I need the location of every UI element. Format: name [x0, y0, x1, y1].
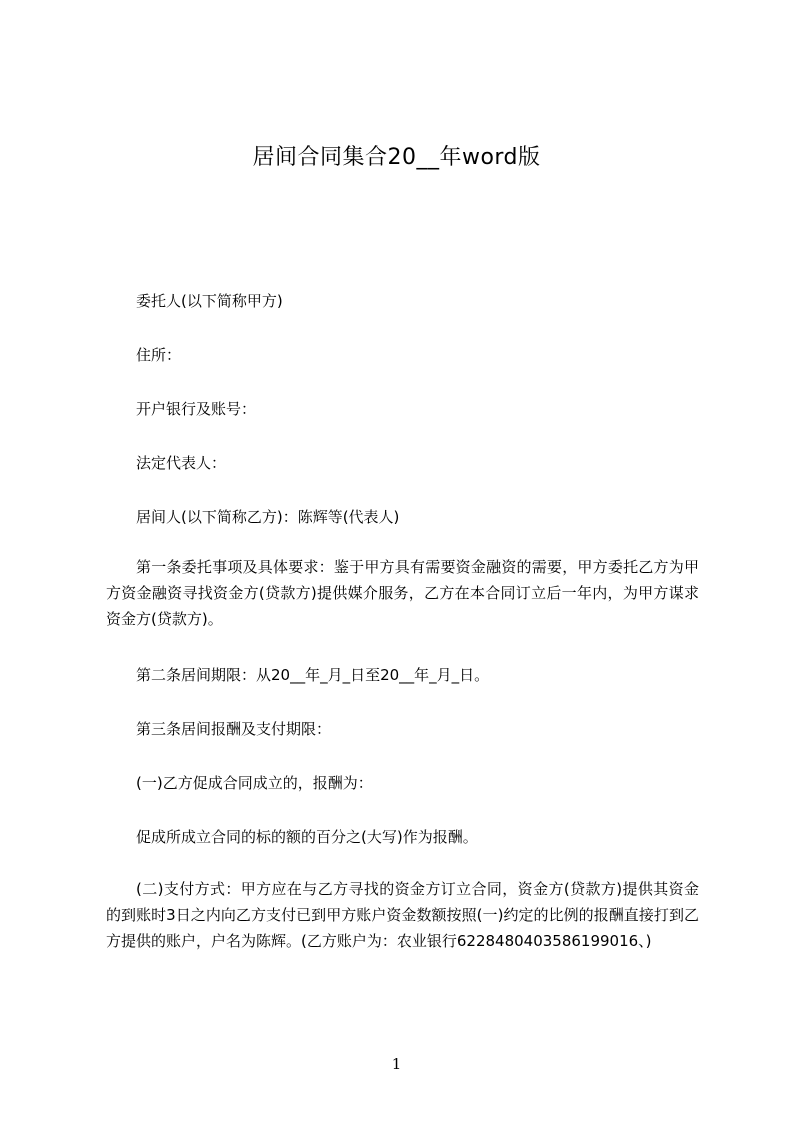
paragraph-bank-account: 开户银行及账号：	[136, 400, 257, 418]
paragraph-legal-representative: 法定代表人：	[136, 454, 227, 472]
document-title: 居间合同集合20__年word版	[252, 145, 541, 170]
page-number: 1	[391, 1055, 402, 1073]
paragraph-remuneration-rate: 促成所成立合同的标的额的百分之(大写)作为报酬。	[136, 828, 478, 846]
paragraph-article-2: 第二条居间期限：从20__年_月_日至20__年_月_日。	[136, 666, 490, 684]
paragraph-article-3: 第三条居间报酬及支付期限：	[136, 720, 332, 738]
paragraph-client: 委托人(以下简称甲方)	[136, 292, 283, 310]
paragraph-article-1: 第一条委托事项及具体要求：鉴于甲方具有需要资金融资的需要，甲方委托乙方为甲方资金融资寻找资金方(贷款方)提供媒介服务，乙方在本合同订立后一年内，为甲方谋求资金方(贷款方)。	[106, 558, 699, 628]
paragraph-payment-method: (二)支付方式：甲方应在与乙方寻找的资金方订立合同，资金方(贷款方)提供其资金的到账时3日之内向乙方支付已到甲方账户资金数额按照(一)约定的比例的报酬直接打到乙方提供的账户，户名为陈辉。(乙方账户为：农业银行6228480403586199016、)	[106, 880, 699, 950]
paragraph-address: 住所：	[136, 346, 182, 364]
paragraph-remuneration: (一)乙方促成合同成立的，报酬为：	[136, 774, 373, 792]
paragraph-intermediary: 居间人(以下简称乙方)：陈辉等(代表人)	[136, 508, 400, 526]
